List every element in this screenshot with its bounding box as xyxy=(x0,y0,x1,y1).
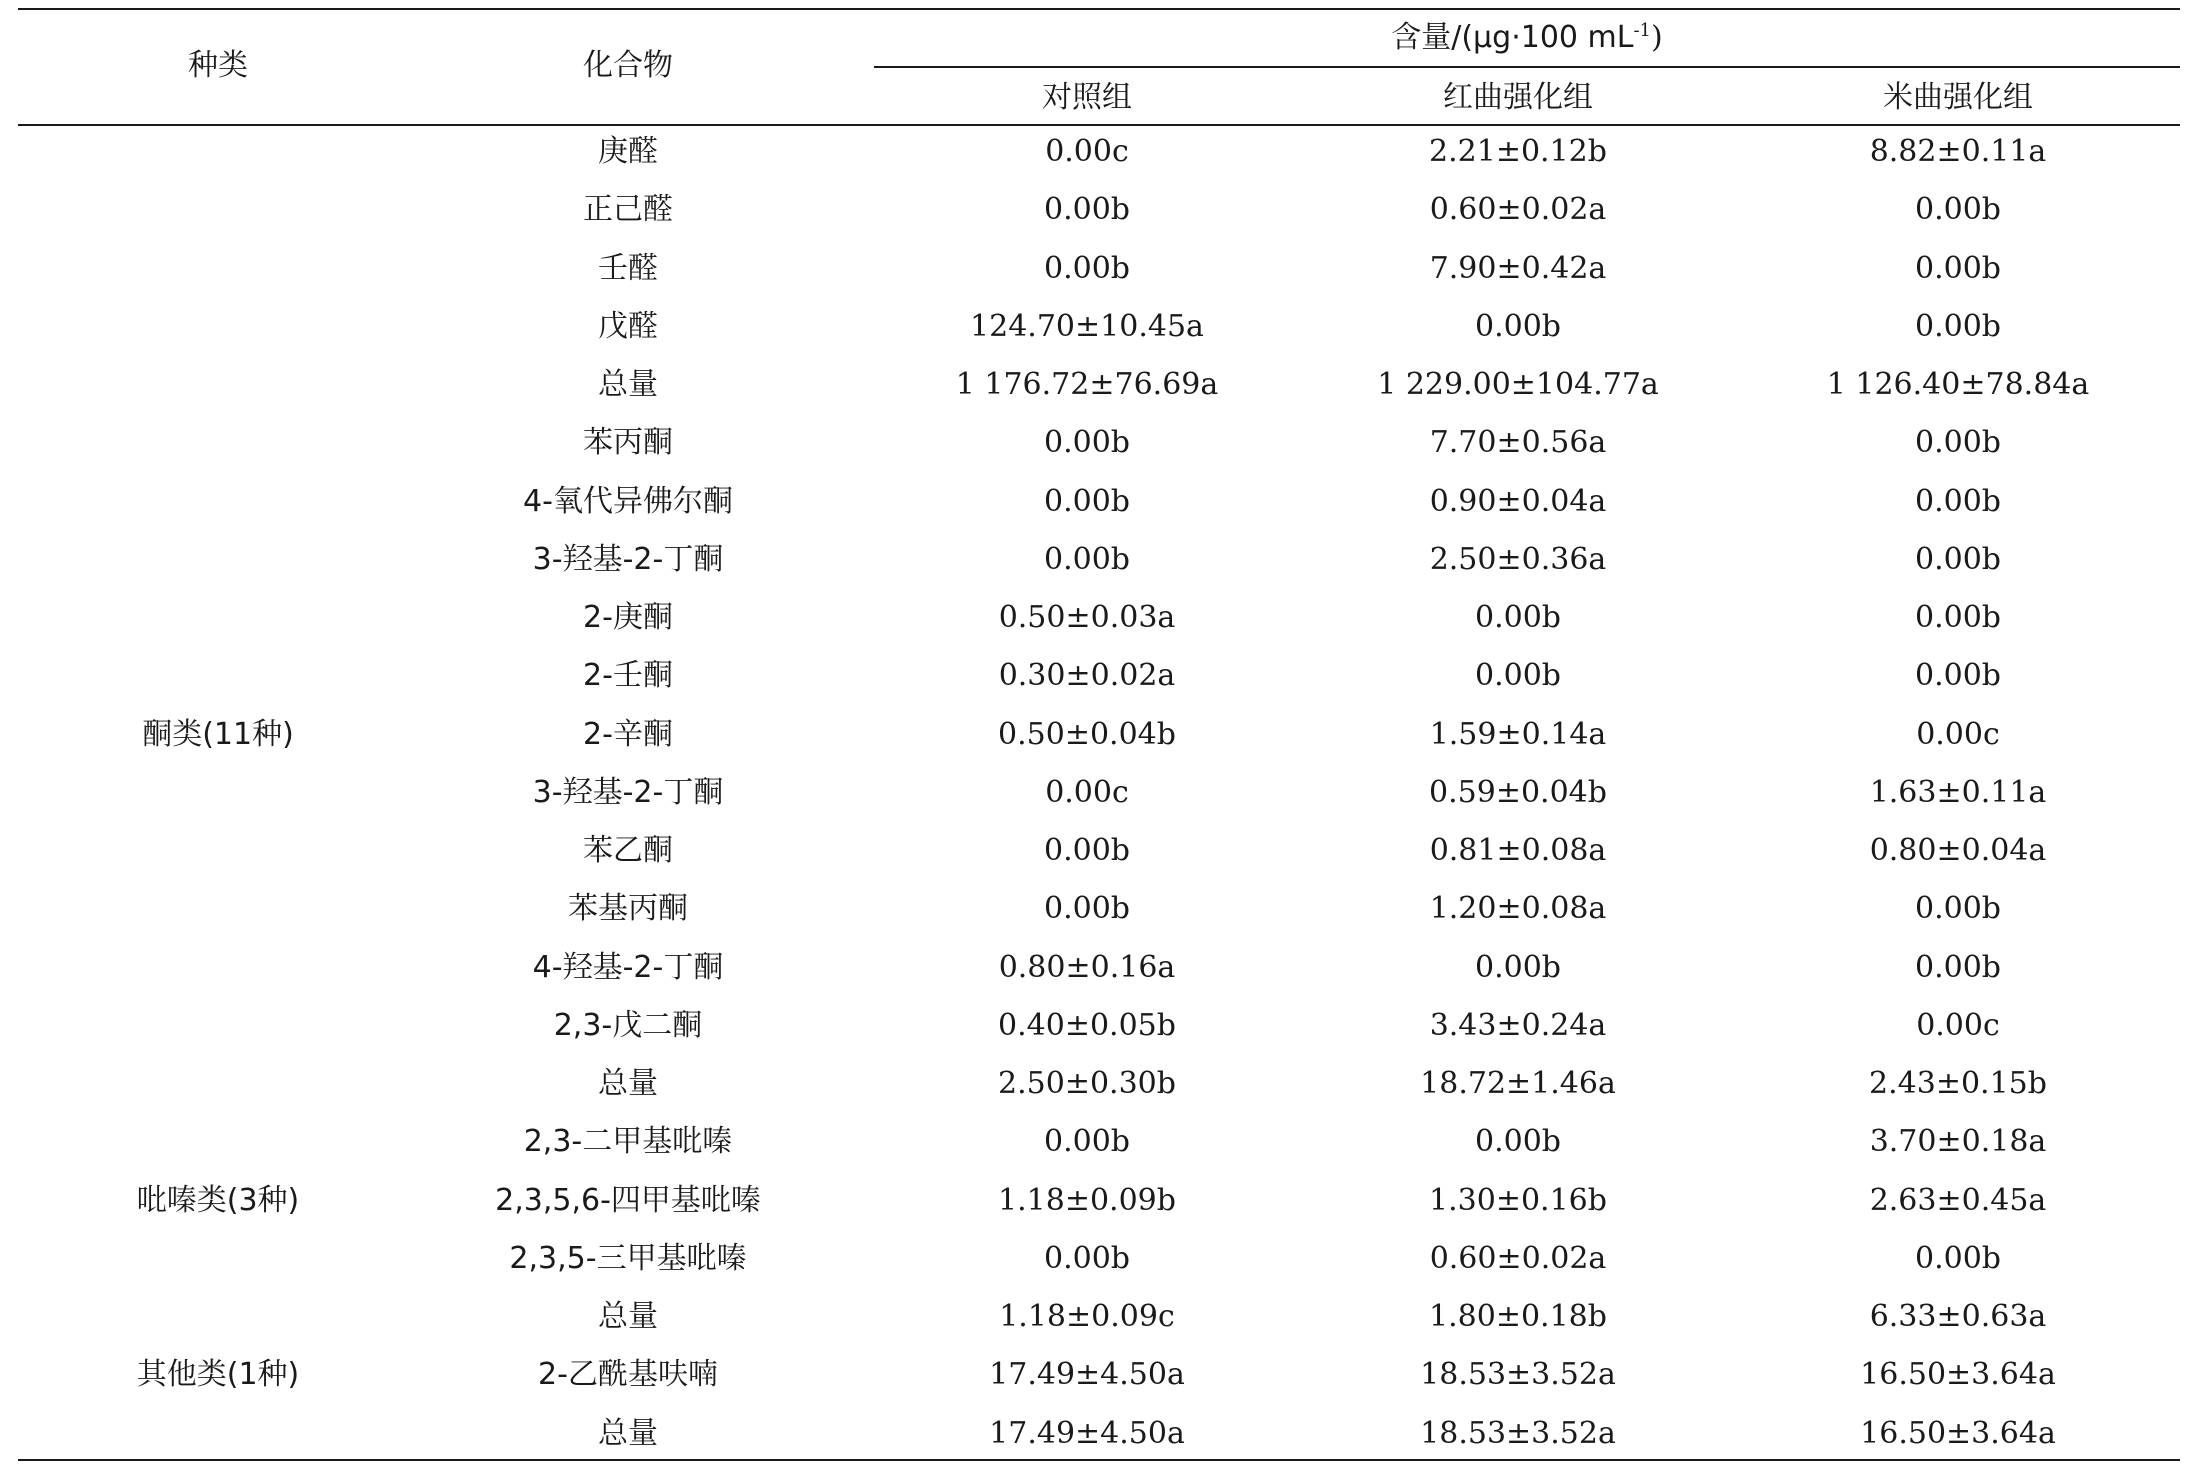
compound-cell: 4-羟基-2-丁酮 xyxy=(532,949,724,985)
value-red-koji-cell: 18.72±1.46a xyxy=(1420,1066,1616,1101)
header-group-red-koji: 红曲强化组 xyxy=(1443,80,1593,115)
value-rice-koji-cell: 1 126.40±78.84a xyxy=(1826,367,2090,402)
category-cell: 酮类(11种) xyxy=(142,716,294,752)
value-rice-koji-cell: 0.00b xyxy=(1914,192,2001,228)
value-red-koji-cell: 1.59±0.14a xyxy=(1429,716,1607,752)
compound-cell: 壬醛 xyxy=(598,250,658,286)
header-group-control: 对照组 xyxy=(1042,80,1132,115)
compound-cell: 正己醛 xyxy=(583,192,673,228)
value-rice-koji-cell: 0.00b xyxy=(1914,250,2001,286)
value-control-cell: 0.50±0.04b xyxy=(998,716,1176,752)
value-rice-koji-cell: 2.63±0.45a xyxy=(1869,1182,2047,1218)
table-top-rule xyxy=(18,8,2180,10)
value-control-cell: 0.00b xyxy=(1043,425,1130,461)
value-rice-koji-cell: 0.00b xyxy=(1914,1240,2001,1276)
value-red-koji-cell: 0.00b xyxy=(1474,308,1561,344)
compound-cell: 2,3-戊二酮 xyxy=(553,1007,703,1043)
value-rice-koji-cell: 16.50±3.64a xyxy=(1860,1415,2056,1451)
header-compound: 化合物 xyxy=(583,48,673,83)
value-control-cell: 0.00b xyxy=(1043,1240,1130,1276)
value-rice-koji-cell: 3.70±0.18a xyxy=(1869,1124,2047,1160)
value-control-cell: 0.00c xyxy=(1045,774,1129,810)
value-control-cell: 2.50±0.30b xyxy=(998,1066,1176,1101)
value-rice-koji-cell: 0.00b xyxy=(1914,600,2001,635)
compound-cell: 庚醛 xyxy=(598,134,658,169)
value-red-koji-cell: 18.53±3.52a xyxy=(1420,1357,1616,1393)
value-control-cell: 0.40±0.05b xyxy=(998,1007,1176,1043)
header-content-prefix: 含量/(μg·100 mL xyxy=(1391,20,1634,55)
value-rice-koji-cell: 0.80±0.04a xyxy=(1869,833,2047,868)
value-red-koji-cell: 0.60±0.02a xyxy=(1429,1240,1607,1276)
compound-cell: 4-氧代异佛尔酮 xyxy=(523,483,733,519)
value-rice-koji-cell: 2.43±0.15b xyxy=(1869,1066,2047,1101)
compound-cell: 2-乙酰基呋喃 xyxy=(538,1357,718,1393)
value-red-koji-cell: 2.50±0.36a xyxy=(1429,541,1607,577)
value-red-koji-cell: 3.43±0.24a xyxy=(1429,1007,1607,1043)
value-control-cell: 0.00b xyxy=(1043,1124,1130,1160)
value-control-cell: 0.00b xyxy=(1043,541,1130,577)
value-red-koji-cell: 18.53±3.52a xyxy=(1420,1415,1616,1451)
compound-cell: 苯丙酮 xyxy=(583,425,673,461)
compound-cell: 戊醛 xyxy=(598,308,658,344)
value-red-koji-cell: 0.59±0.04b xyxy=(1429,774,1607,810)
compound-cell: 2-辛酮 xyxy=(583,716,673,752)
header-content xyxy=(874,18,2180,58)
value-red-koji-cell: 1 229.00±104.77a xyxy=(1377,367,1659,402)
value-red-koji-cell: 1.80±0.18b xyxy=(1429,1299,1607,1334)
category-cell: 吡嗪类(3种) xyxy=(136,1182,300,1218)
compound-cell: 2-壬酮 xyxy=(583,658,673,694)
value-red-koji-cell: 0.00b xyxy=(1474,949,1561,985)
compound-cell: 3-羟基-2-丁酮 xyxy=(532,541,724,577)
value-control-cell: 17.49±4.50a xyxy=(989,1415,1185,1451)
value-rice-koji-cell: 8.82±0.11a xyxy=(1869,134,2047,169)
compound-cell: 苯乙酮 xyxy=(583,833,673,868)
compound-cell: 2,3,5-三甲基吡嗪 xyxy=(509,1240,747,1276)
value-rice-koji-cell: 0.00c xyxy=(1916,716,2000,752)
header-content-suffix: ) xyxy=(1651,20,1663,55)
data-table xyxy=(18,8,2180,1473)
compound-cell: 总量 xyxy=(598,367,658,402)
value-red-koji-cell: 7.70±0.56a xyxy=(1429,425,1607,461)
compound-cell: 3-羟基-2-丁酮 xyxy=(532,774,724,810)
compound-cell: 2,3,5,6-四甲基吡嗪 xyxy=(495,1182,761,1218)
value-red-koji-cell: 7.90±0.42a xyxy=(1429,250,1607,286)
value-control-cell: 0.00c xyxy=(1045,134,1129,169)
value-rice-koji-cell: 0.00b xyxy=(1914,308,2001,344)
value-rice-koji-cell: 1.63±0.11a xyxy=(1869,774,2047,810)
header-sub-rule xyxy=(874,66,2180,68)
table-bottom-rule xyxy=(18,1459,2180,1461)
compound-cell: 苯基丙酮 xyxy=(568,891,688,927)
value-rice-koji-cell: 0.00b xyxy=(1914,658,2001,694)
value-rice-koji-cell: 0.00b xyxy=(1914,425,2001,461)
compound-cell: 总量 xyxy=(598,1415,658,1451)
header-group-rice-koji: 米曲强化组 xyxy=(1883,80,2033,115)
value-red-koji-cell: 0.00b xyxy=(1474,1124,1561,1160)
header-category: 种类 xyxy=(188,48,248,83)
value-red-koji-cell: 0.81±0.08a xyxy=(1429,833,1607,868)
value-control-cell: 0.00b xyxy=(1043,483,1130,519)
value-rice-koji-cell: 6.33±0.63a xyxy=(1869,1299,2047,1334)
value-red-koji-cell: 2.21±0.12b xyxy=(1429,134,1607,169)
category-cell: 其他类(1种) xyxy=(136,1357,300,1393)
value-rice-koji-cell: 0.00c xyxy=(1916,1007,2000,1043)
value-red-koji-cell: 0.00b xyxy=(1474,600,1561,635)
value-control-cell: 0.00b xyxy=(1043,192,1130,228)
compound-cell: 2-庚酮 xyxy=(583,600,673,635)
value-control-cell: 0.30±0.02a xyxy=(998,658,1176,694)
value-control-cell: 17.49±4.50a xyxy=(989,1357,1185,1393)
compound-cell: 总量 xyxy=(598,1299,658,1334)
value-control-cell: 1.18±0.09c xyxy=(999,1299,1175,1334)
value-control-cell: 1 176.72±76.69a xyxy=(955,367,1219,402)
compound-cell: 2,3-二甲基吡嗪 xyxy=(523,1124,733,1160)
value-rice-koji-cell: 0.00b xyxy=(1914,891,2001,927)
value-control-cell: 0.00b xyxy=(1043,250,1130,286)
value-rice-koji-cell: 0.00b xyxy=(1914,949,2001,985)
value-control-cell: 0.50±0.03a xyxy=(998,600,1176,635)
value-control-cell: 0.80±0.16a xyxy=(998,949,1176,985)
value-control-cell: 0.00b xyxy=(1043,833,1130,868)
value-red-koji-cell: 0.90±0.04a xyxy=(1429,483,1607,519)
value-control-cell: 1.18±0.09b xyxy=(998,1182,1176,1218)
header-content-unit-sup: -1 xyxy=(1633,20,1652,41)
value-rice-koji-cell: 16.50±3.64a xyxy=(1860,1357,2056,1393)
value-rice-koji-cell: 0.00b xyxy=(1914,541,2001,577)
value-control-cell: 124.70±10.45a xyxy=(970,308,1204,344)
value-control-cell: 0.00b xyxy=(1043,891,1130,927)
compound-cell: 总量 xyxy=(598,1066,658,1101)
value-red-koji-cell: 1.20±0.08a xyxy=(1429,891,1607,927)
value-red-koji-cell: 0.60±0.02a xyxy=(1429,192,1607,228)
header-bottom-rule xyxy=(18,124,2180,126)
value-rice-koji-cell: 0.00b xyxy=(1914,483,2001,519)
value-red-koji-cell: 1.30±0.16b xyxy=(1429,1182,1607,1218)
value-red-koji-cell: 0.00b xyxy=(1474,658,1561,694)
